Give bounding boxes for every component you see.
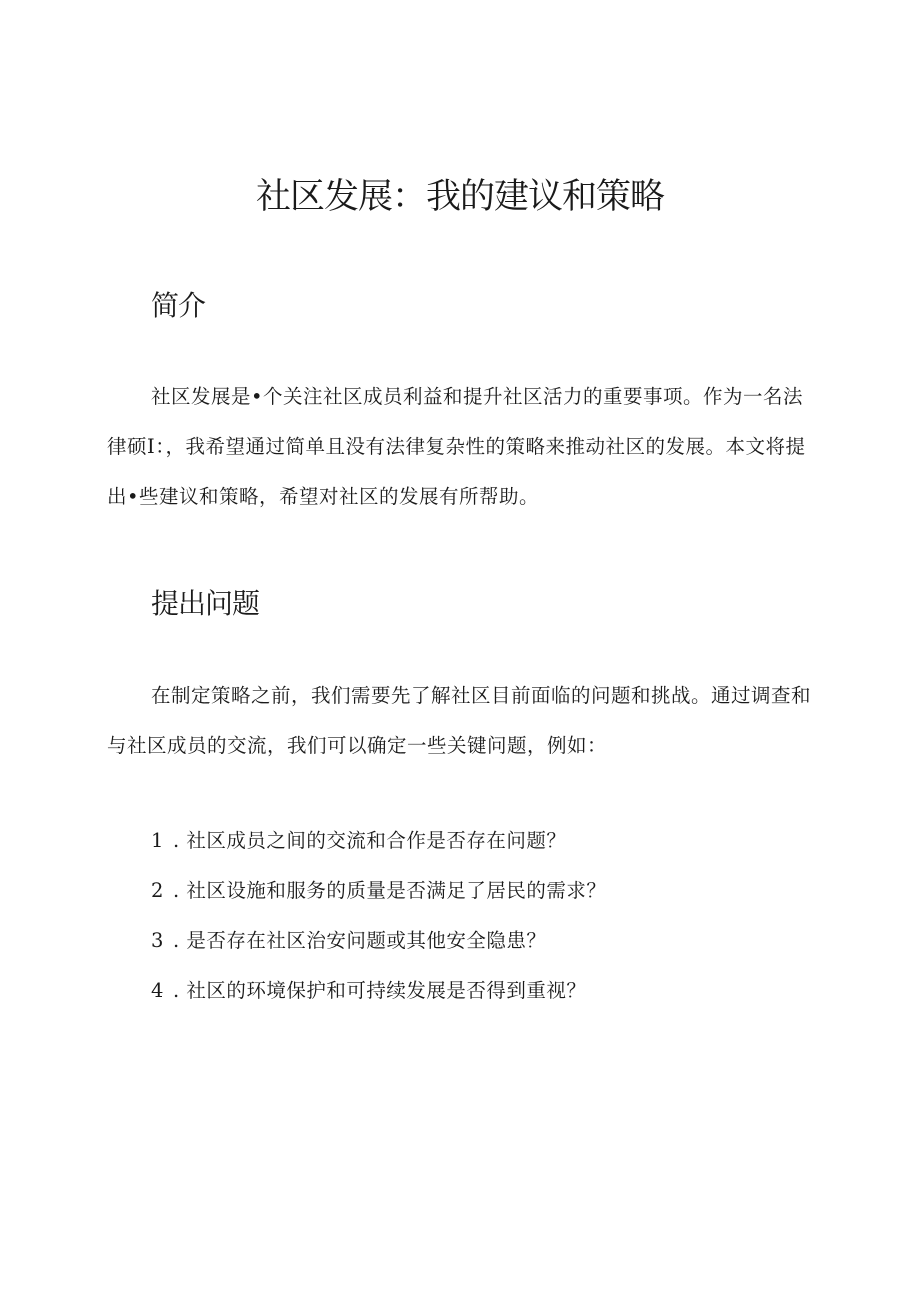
list-item-number: 3 bbox=[151, 929, 164, 952]
page-title: 社区发展：我的建议和策略 bbox=[255, 177, 664, 217]
list-item-text: . 社区成员之间的交流和合作是否存在问题？ bbox=[173, 829, 567, 852]
list-item bbox=[151, 866, 606, 916]
list-item-text: . 社区的环境保护和可持续发展是否得到重视？ bbox=[173, 979, 587, 1002]
list-item-number: 4 bbox=[151, 979, 164, 1002]
list-item-number: 2 bbox=[151, 879, 164, 902]
list-item bbox=[151, 966, 606, 1016]
list-item-text: . 社区设施和服务的质量是否满足了居民的需求？ bbox=[173, 879, 607, 902]
list-item-number: 1 bbox=[151, 829, 164, 852]
section-heading-intro: 简介 bbox=[151, 289, 206, 322]
section-heading-problems: 提出问题 bbox=[151, 587, 260, 620]
list-item bbox=[151, 916, 606, 966]
problems-paragraph: 在制定策略之前，我们需要先了解社区目前面临的问题和挑战。通过调查和与社区成员的交流，我们可以确定一些关键问题，例如： bbox=[107, 684, 812, 757]
problems-list bbox=[151, 816, 606, 1016]
list-item bbox=[151, 816, 606, 866]
intro-paragraph: 社区发展是•个关注社区成员利益和提升社区活力的重要事项。作为一名法律硕I：，我希望通过简单且没有法律复杂性的策略来推动社区的发展。本文将提出•些建议和策略，希望对社区的发展有所帮助。 bbox=[107, 385, 806, 508]
list-item-text: . 是否存在社区治安问题或其他安全隐患？ bbox=[173, 929, 547, 952]
